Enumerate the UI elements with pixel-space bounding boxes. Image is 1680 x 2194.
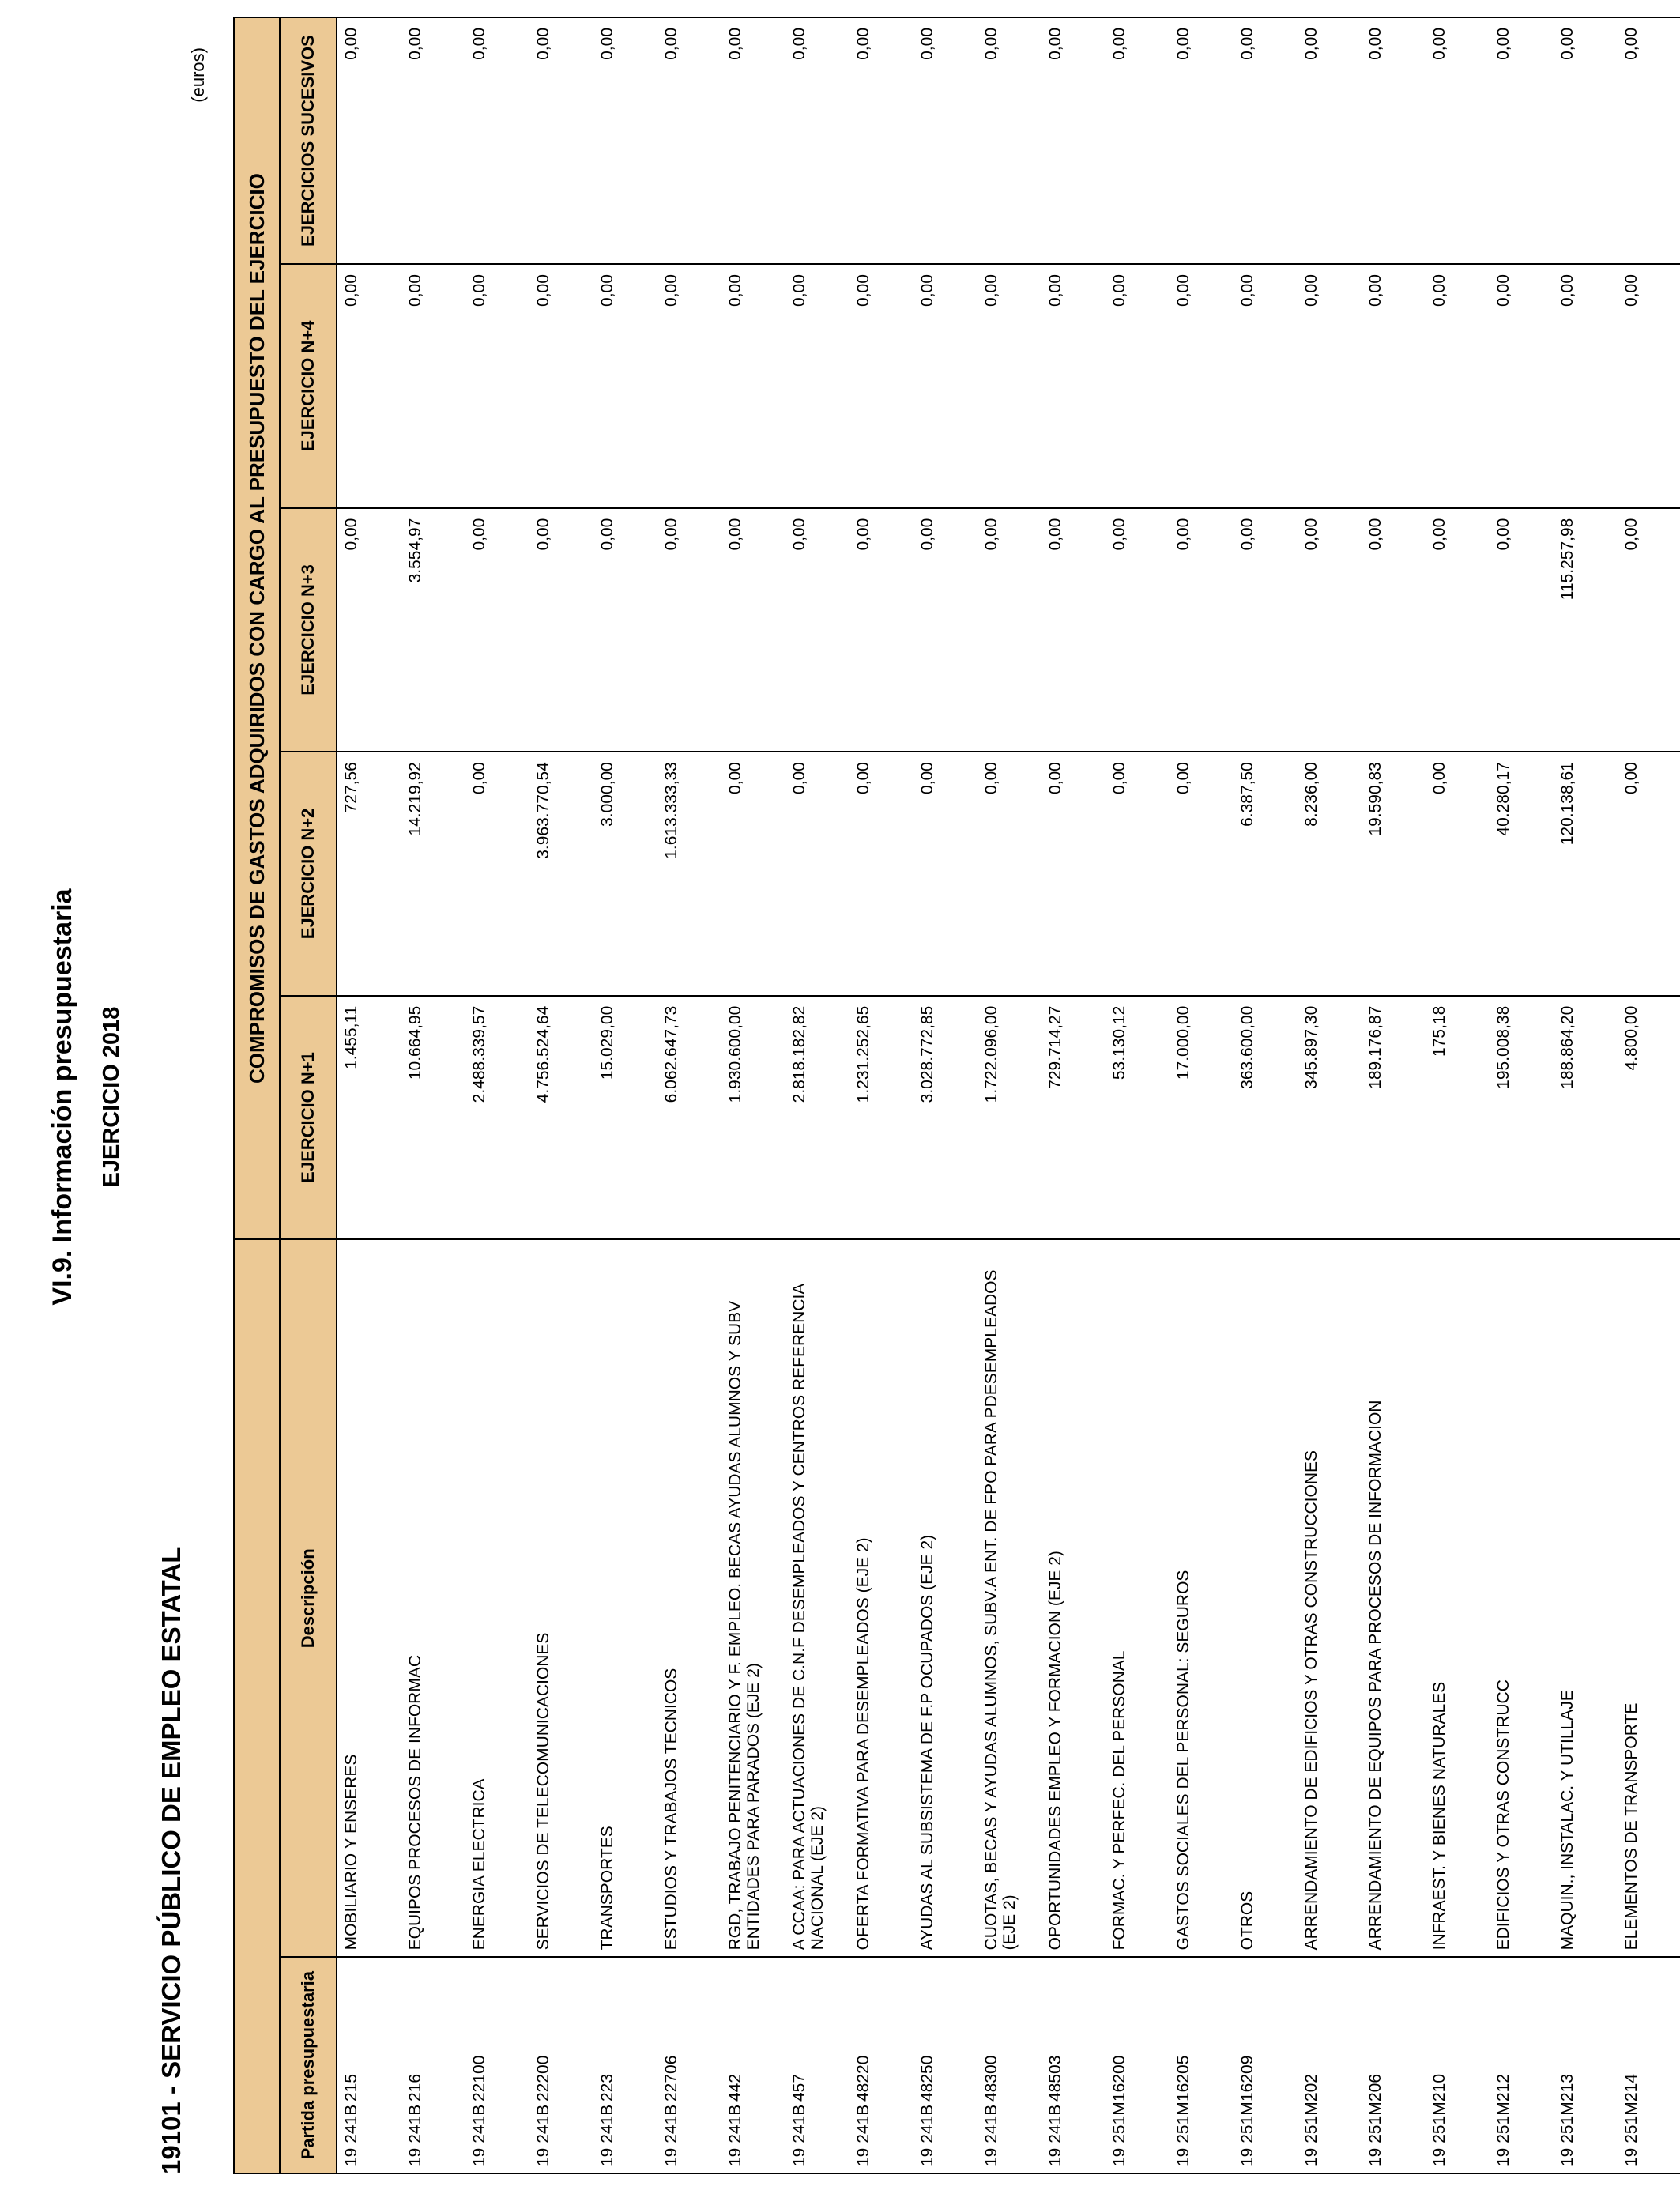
amount-n4-cell: 0,00	[785, 264, 849, 508]
amount-n2-cell: 3.963.770,54	[529, 752, 593, 996]
programa-code: 19 251M	[1238, 2102, 1256, 2166]
descripcion-cell: ENERGIA ELECTRICA	[465, 1239, 529, 1957]
partida-cell	[1170, 1957, 1234, 2173]
amount-n1-cell: 10.664,95	[401, 996, 465, 1240]
amount-suc-cell: 0,00	[785, 17, 849, 264]
programa-code: 19 241B	[854, 2104, 872, 2166]
amount-n2-cell: 0,00	[849, 752, 913, 996]
programa-code: 19 251M	[1622, 2102, 1640, 2166]
programa-code: 19 241B	[982, 2104, 1000, 2166]
amount-n4-cell: 0,00	[1490, 264, 1554, 508]
amount-n2-cell: 3.000,00	[593, 752, 657, 996]
amount-suc-cell: 0,00	[657, 17, 721, 264]
amount-n2-cell: 0,00	[1618, 752, 1680, 996]
group-header: COMPROMISOS DE GASTOS ADQUIRIDOS CON CARGO AL PRESUPUESTO DEL EJERCICIO	[234, 17, 280, 1239]
amount-n2-cell: 1.613.333,33	[657, 752, 721, 996]
programa-code: 19 241B	[1046, 2104, 1064, 2166]
amount-n4-cell: 0,00	[657, 264, 721, 508]
amount-n1-cell: 4.800,00	[1618, 996, 1680, 1240]
amount-suc-cell: 0,00	[337, 17, 401, 264]
partida-cell	[401, 1957, 465, 2173]
table-row	[337, 17, 401, 2173]
amount-suc-cell: 0,00	[913, 17, 977, 264]
concepto-code: 212	[1494, 2073, 1512, 2102]
amount-n1-cell: 53.130,12	[1106, 996, 1170, 1240]
amount-n3-cell: 0,00	[1106, 508, 1170, 752]
amount-n2-cell: 0,00	[1042, 752, 1106, 996]
descripcion-cell: FORMAC. Y PERFEC. DEL PERSONAL	[1106, 1239, 1170, 1957]
amount-n2-cell: 40.280,17	[1490, 752, 1554, 996]
amount-suc-cell: 0,00	[849, 17, 913, 264]
amount-n3-cell: 0,00	[1170, 508, 1234, 752]
concepto-code: 16205	[1174, 2055, 1192, 2102]
programa-code: 19 251M	[1430, 2102, 1448, 2166]
amount-suc-cell: 0,00	[977, 17, 1042, 264]
table-row	[1554, 17, 1618, 2173]
amount-n4-cell: 0,00	[1042, 264, 1106, 508]
programa-code: 19 241B	[534, 2104, 552, 2166]
amount-n2-cell: 6.387,50	[1234, 752, 1298, 996]
amount-n4-cell: 0,00	[1298, 264, 1362, 508]
partida-cell	[465, 1957, 529, 2173]
partida-cell	[1042, 1957, 1106, 2173]
table-row	[465, 17, 529, 2173]
programa-code: 19 241B	[790, 2104, 808, 2166]
col-n3: EJERCICIO N+3	[280, 508, 337, 752]
page-title: VI.9. Información presupuestaria	[47, 888, 77, 1306]
concepto-code: 442	[726, 2073, 744, 2102]
amount-n2-cell: 0,00	[977, 752, 1042, 996]
concepto-code: 223	[598, 2073, 616, 2102]
partida-cell	[1426, 1957, 1490, 2173]
amount-n4-cell: 0,00	[1170, 264, 1234, 508]
descripcion-cell: EQUIPOS PROCESOS DE INFORMAC	[401, 1239, 465, 1957]
amount-suc-cell: 0,00	[1298, 17, 1362, 264]
amount-suc-cell: 0,00	[1106, 17, 1170, 264]
partida-cell	[337, 1957, 401, 2173]
programa-code: 19 241B	[470, 2104, 488, 2166]
programa-code: 19 241B	[598, 2104, 616, 2166]
amount-n1-cell: 15.029,00	[593, 996, 657, 1240]
amount-n4-cell: 0,00	[977, 264, 1042, 508]
table-row	[1106, 17, 1170, 2173]
descripcion-cell: ARRENDAMIENTO DE EQUIPOS PARA PROCESOS DE INFORMACION	[1362, 1239, 1426, 1957]
partida-cell	[1234, 1957, 1298, 2173]
amount-n3-cell: 0,00	[849, 508, 913, 752]
amount-n4-cell: 0,00	[913, 264, 977, 508]
partida-cell	[785, 1957, 849, 2173]
amount-n1-cell: 195.008,38	[1490, 996, 1554, 1240]
amount-n3-cell: 0,00	[1234, 508, 1298, 752]
amount-n1-cell: 188.864,20	[1554, 996, 1618, 1240]
partida-cell	[593, 1957, 657, 2173]
amount-n4-cell: 0,00	[849, 264, 913, 508]
amount-n1-cell: 1.231.252,65	[849, 996, 913, 1240]
amount-n3-cell: 0,00	[1298, 508, 1362, 752]
col-n1: EJERCICIO N+1	[280, 996, 337, 1240]
programa-code: 19 251M	[1558, 2102, 1576, 2166]
amount-n3-cell: 0,00	[337, 508, 401, 752]
concepto-code: 48250	[918, 2055, 936, 2102]
concepto-code: 457	[790, 2073, 808, 2102]
programa-code: 19 251M	[1174, 2102, 1192, 2166]
amount-n1-cell: 189.176,87	[1362, 996, 1426, 1240]
partida-cell	[1298, 1957, 1362, 2173]
descripcion-cell: OTROS	[1234, 1239, 1298, 1957]
descripcion-cell: OPORTUNIDADES EMPLEO Y FORMACION (EJE 2)	[1042, 1239, 1106, 1957]
amount-n2-cell: 0,00	[1170, 752, 1234, 996]
amount-n4-cell: 0,00	[1362, 264, 1426, 508]
amount-n3-cell: 115.257,98	[1554, 508, 1618, 752]
descripcion-cell: A CCAA: PARA ACTUACIONES DE C.N.F DESEMPLEADOS Y CENTROS REFERENCIA NACIONAL (EJE 2)	[785, 1239, 849, 1957]
amount-n2-cell: 8.236,00	[1298, 752, 1362, 996]
amount-suc-cell: 0,00	[1490, 17, 1554, 264]
amount-n1-cell: 6.062.647,73	[657, 996, 721, 1240]
amount-n1-cell: 363.600,00	[1234, 996, 1298, 1240]
amount-n2-cell: 0,00	[465, 752, 529, 996]
amount-n2-cell: 14.219,92	[401, 752, 465, 996]
amount-n2-cell: 0,00	[1106, 752, 1170, 996]
table-row	[1298, 17, 1362, 2173]
amount-suc-cell: 0,00	[1234, 17, 1298, 264]
table-row	[721, 17, 785, 2173]
col-descripcion: Descripción	[280, 1239, 337, 1957]
programa-code: 19 241B	[662, 2104, 680, 2166]
amount-n1-cell: 4.756.524,64	[529, 996, 593, 1240]
table-row	[1618, 17, 1680, 2173]
col-partida: Partida presupuestaria	[280, 1957, 337, 2173]
descripcion-cell: MAQUIN., INSTALAC. Y UTILLAJE	[1554, 1239, 1618, 1957]
descripcion-cell: RGD, TRABAJO PENITENCIARIO Y F. EMPLEO. BECAS AYUDAS ALUMNOS Y SUBV ENTIDADES PARA PARADOS (EJE 2)	[721, 1239, 785, 1957]
amount-n1-cell: 2.488.339,57	[465, 996, 529, 1240]
amount-n3-cell: 0,00	[1426, 508, 1490, 752]
amount-n3-cell: 0,00	[593, 508, 657, 752]
table-row	[977, 17, 1042, 2173]
descripcion-cell: EDIFICIOS Y OTRAS CONSTRUCC	[1490, 1239, 1554, 1957]
amount-suc-cell: 0,00	[1170, 17, 1234, 264]
concepto-code: 48300	[982, 2055, 1000, 2102]
amount-suc-cell: 0,00	[529, 17, 593, 264]
budget-table	[233, 17, 1680, 2174]
programa-code: 19 241B	[342, 2104, 360, 2166]
amount-n1-cell: 1.930.600,00	[721, 996, 785, 1240]
programa-code: 19 241B	[726, 2104, 744, 2166]
amount-suc-cell: 0,00	[401, 17, 465, 264]
programa-code: 19 251M	[1110, 2102, 1128, 2166]
amount-suc-cell: 0,00	[1362, 17, 1426, 264]
table-row	[1490, 17, 1554, 2173]
partida-cell	[1554, 1957, 1618, 2173]
table-row	[529, 17, 593, 2173]
amount-n3-cell: 3.554,97	[401, 508, 465, 752]
amount-n4-cell: 0,00	[1426, 264, 1490, 508]
amount-n1-cell: 17.000,00	[1170, 996, 1234, 1240]
amount-n3-cell: 0,00	[721, 508, 785, 752]
descripcion-cell: CUOTAS, BECAS Y AYUDAS ALUMNOS, SUBV.A ENT. DE FPO PARA PDESEMPLEADOS (EJE 2)	[977, 1239, 1042, 1957]
amount-n3-cell: 0,00	[1362, 508, 1426, 752]
amount-n4-cell: 0,00	[721, 264, 785, 508]
partida-cell	[721, 1957, 785, 2173]
concepto-code: 202	[1302, 2073, 1320, 2102]
amount-n1-cell: 175,18	[1426, 996, 1490, 1240]
col-sucesivos: EJERCICIOS SUCESIVOS	[280, 17, 337, 264]
descripcion-cell: TRANSPORTES	[593, 1239, 657, 1957]
concepto-code: 48503	[1046, 2055, 1064, 2102]
descripcion-cell: ELEMENTOS DE TRANSPORTE	[1618, 1239, 1680, 1957]
table-row	[913, 17, 977, 2173]
amount-n1-cell: 1.722.096,00	[977, 996, 1042, 1240]
partida-cell	[529, 1957, 593, 2173]
amount-n2-cell: 727,56	[337, 752, 401, 996]
partida-cell	[1362, 1957, 1426, 2173]
programa-code: 19 241B	[918, 2104, 936, 2166]
concepto-code: 16200	[1110, 2055, 1128, 2102]
table-row	[849, 17, 913, 2173]
table-row	[785, 17, 849, 2173]
amount-n3-cell: 0,00	[1618, 508, 1680, 752]
amount-n2-cell: 0,00	[721, 752, 785, 996]
concepto-code: 22706	[662, 2055, 680, 2102]
partida-cell	[849, 1957, 913, 2173]
amount-n4-cell: 0,00	[529, 264, 593, 508]
amount-n4-cell: 0,00	[1106, 264, 1170, 508]
table-row	[1170, 17, 1234, 2173]
programa-code: 19 251M	[1494, 2102, 1512, 2166]
amount-n2-cell: 0,00	[1426, 752, 1490, 996]
amount-n1-cell: 345.897,30	[1298, 996, 1362, 1240]
table-row	[657, 17, 721, 2173]
descripcion-cell: MOBILIARIO Y ENSERES	[337, 1239, 401, 1957]
amount-suc-cell: 0,00	[1618, 17, 1680, 264]
units-label: (euros)	[188, 47, 208, 103]
partida-cell	[1106, 1957, 1170, 2173]
concepto-code: 216	[406, 2073, 424, 2102]
table-row	[1426, 17, 1490, 2173]
amount-n4-cell: 0,00	[1554, 264, 1618, 508]
descripcion-cell: INFRAEST. Y BIENES NATURALES	[1426, 1239, 1490, 1957]
table-row	[1234, 17, 1298, 2173]
amount-n1-cell: 1.455,11	[337, 996, 401, 1240]
partida-cell	[1490, 1957, 1554, 2173]
col-n4: EJERCICIO N+4	[280, 264, 337, 508]
header-blank	[234, 1239, 280, 2173]
amount-n4-cell: 0,00	[1234, 264, 1298, 508]
amount-n4-cell: 0,00	[1618, 264, 1680, 508]
amount-n3-cell: 0,00	[977, 508, 1042, 752]
amount-n1-cell: 729.714,27	[1042, 996, 1106, 1240]
amount-n4-cell: 0,00	[337, 264, 401, 508]
amount-n3-cell: 0,00	[465, 508, 529, 752]
amount-n1-cell: 2.818.182,82	[785, 996, 849, 1240]
concepto-code: 22100	[470, 2055, 488, 2102]
amount-suc-cell: 0,00	[465, 17, 529, 264]
amount-n2-cell: 0,00	[913, 752, 977, 996]
concepto-code: 16209	[1238, 2055, 1256, 2102]
table-row	[593, 17, 657, 2173]
amount-suc-cell: 0,00	[1042, 17, 1106, 264]
amount-n3-cell: 0,00	[1490, 508, 1554, 752]
descripcion-cell: SERVICIOS DE TELECOMUNICACIONES	[529, 1239, 593, 1957]
concepto-code: 22200	[534, 2055, 552, 2102]
concepto-code: 206	[1366, 2073, 1384, 2102]
table-row	[1042, 17, 1106, 2173]
amount-n2-cell: 0,00	[785, 752, 849, 996]
amount-suc-cell: 0,00	[1554, 17, 1618, 264]
descripcion-cell: AYUDAS AL SUBSISTEMA DE F.P OCUPADOS (EJE 2)	[913, 1239, 977, 1957]
amount-n3-cell: 0,00	[785, 508, 849, 752]
amount-n3-cell: 0,00	[529, 508, 593, 752]
col-n2: EJERCICIO N+2	[280, 752, 337, 996]
programa-code: 19 251M	[1366, 2102, 1384, 2166]
programa-code: 19 251M	[1302, 2102, 1320, 2166]
amount-n3-cell: 0,00	[657, 508, 721, 752]
partida-cell	[977, 1957, 1042, 2173]
amount-n4-cell: 0,00	[401, 264, 465, 508]
amount-n3-cell: 0,00	[913, 508, 977, 752]
table-row	[401, 17, 465, 2173]
descripcion-cell: GASTOS SOCIALES DEL PERSONAL: SEGUROS	[1170, 1239, 1234, 1957]
table-row	[1362, 17, 1426, 2173]
concepto-code: 48220	[854, 2055, 872, 2102]
concepto-code: 215	[342, 2073, 360, 2102]
partida-cell	[657, 1957, 721, 2173]
amount-n2-cell: 19.590,83	[1362, 752, 1426, 996]
amount-n4-cell: 0,00	[593, 264, 657, 508]
descripcion-cell: ESTUDIOS Y TRABAJOS TECNICOS	[657, 1239, 721, 1957]
section-heading: 19101 - SERVICIO PÚBLICO DE EMPLEO ESTATAL	[156, 1547, 186, 2174]
programa-code: 19 241B	[406, 2104, 424, 2166]
amount-n4-cell: 0,00	[465, 264, 529, 508]
partida-cell	[913, 1957, 977, 2173]
descripcion-cell: ARRENDAMIENTO DE EDIFICIOS Y OTRAS CONSTRUCCIONES	[1298, 1239, 1362, 1957]
amount-suc-cell: 0,00	[1426, 17, 1490, 264]
concepto-code: 213	[1558, 2073, 1576, 2102]
descripcion-cell: OFERTA FORMATIVA PARA DESEMPLEADOS (EJE 2)	[849, 1239, 913, 1957]
amount-suc-cell: 0,00	[721, 17, 785, 264]
amount-n2-cell: 120.138,61	[1554, 752, 1618, 996]
concepto-code: 210	[1430, 2073, 1448, 2102]
amount-suc-cell: 0,00	[593, 17, 657, 264]
partida-cell	[1618, 1957, 1680, 2173]
page-subtitle: EJERCICIO 2018	[99, 1006, 124, 1188]
concepto-code: 214	[1622, 2073, 1640, 2102]
amount-n1-cell: 3.028.772,85	[913, 996, 977, 1240]
amount-n3-cell: 0,00	[1042, 508, 1106, 752]
